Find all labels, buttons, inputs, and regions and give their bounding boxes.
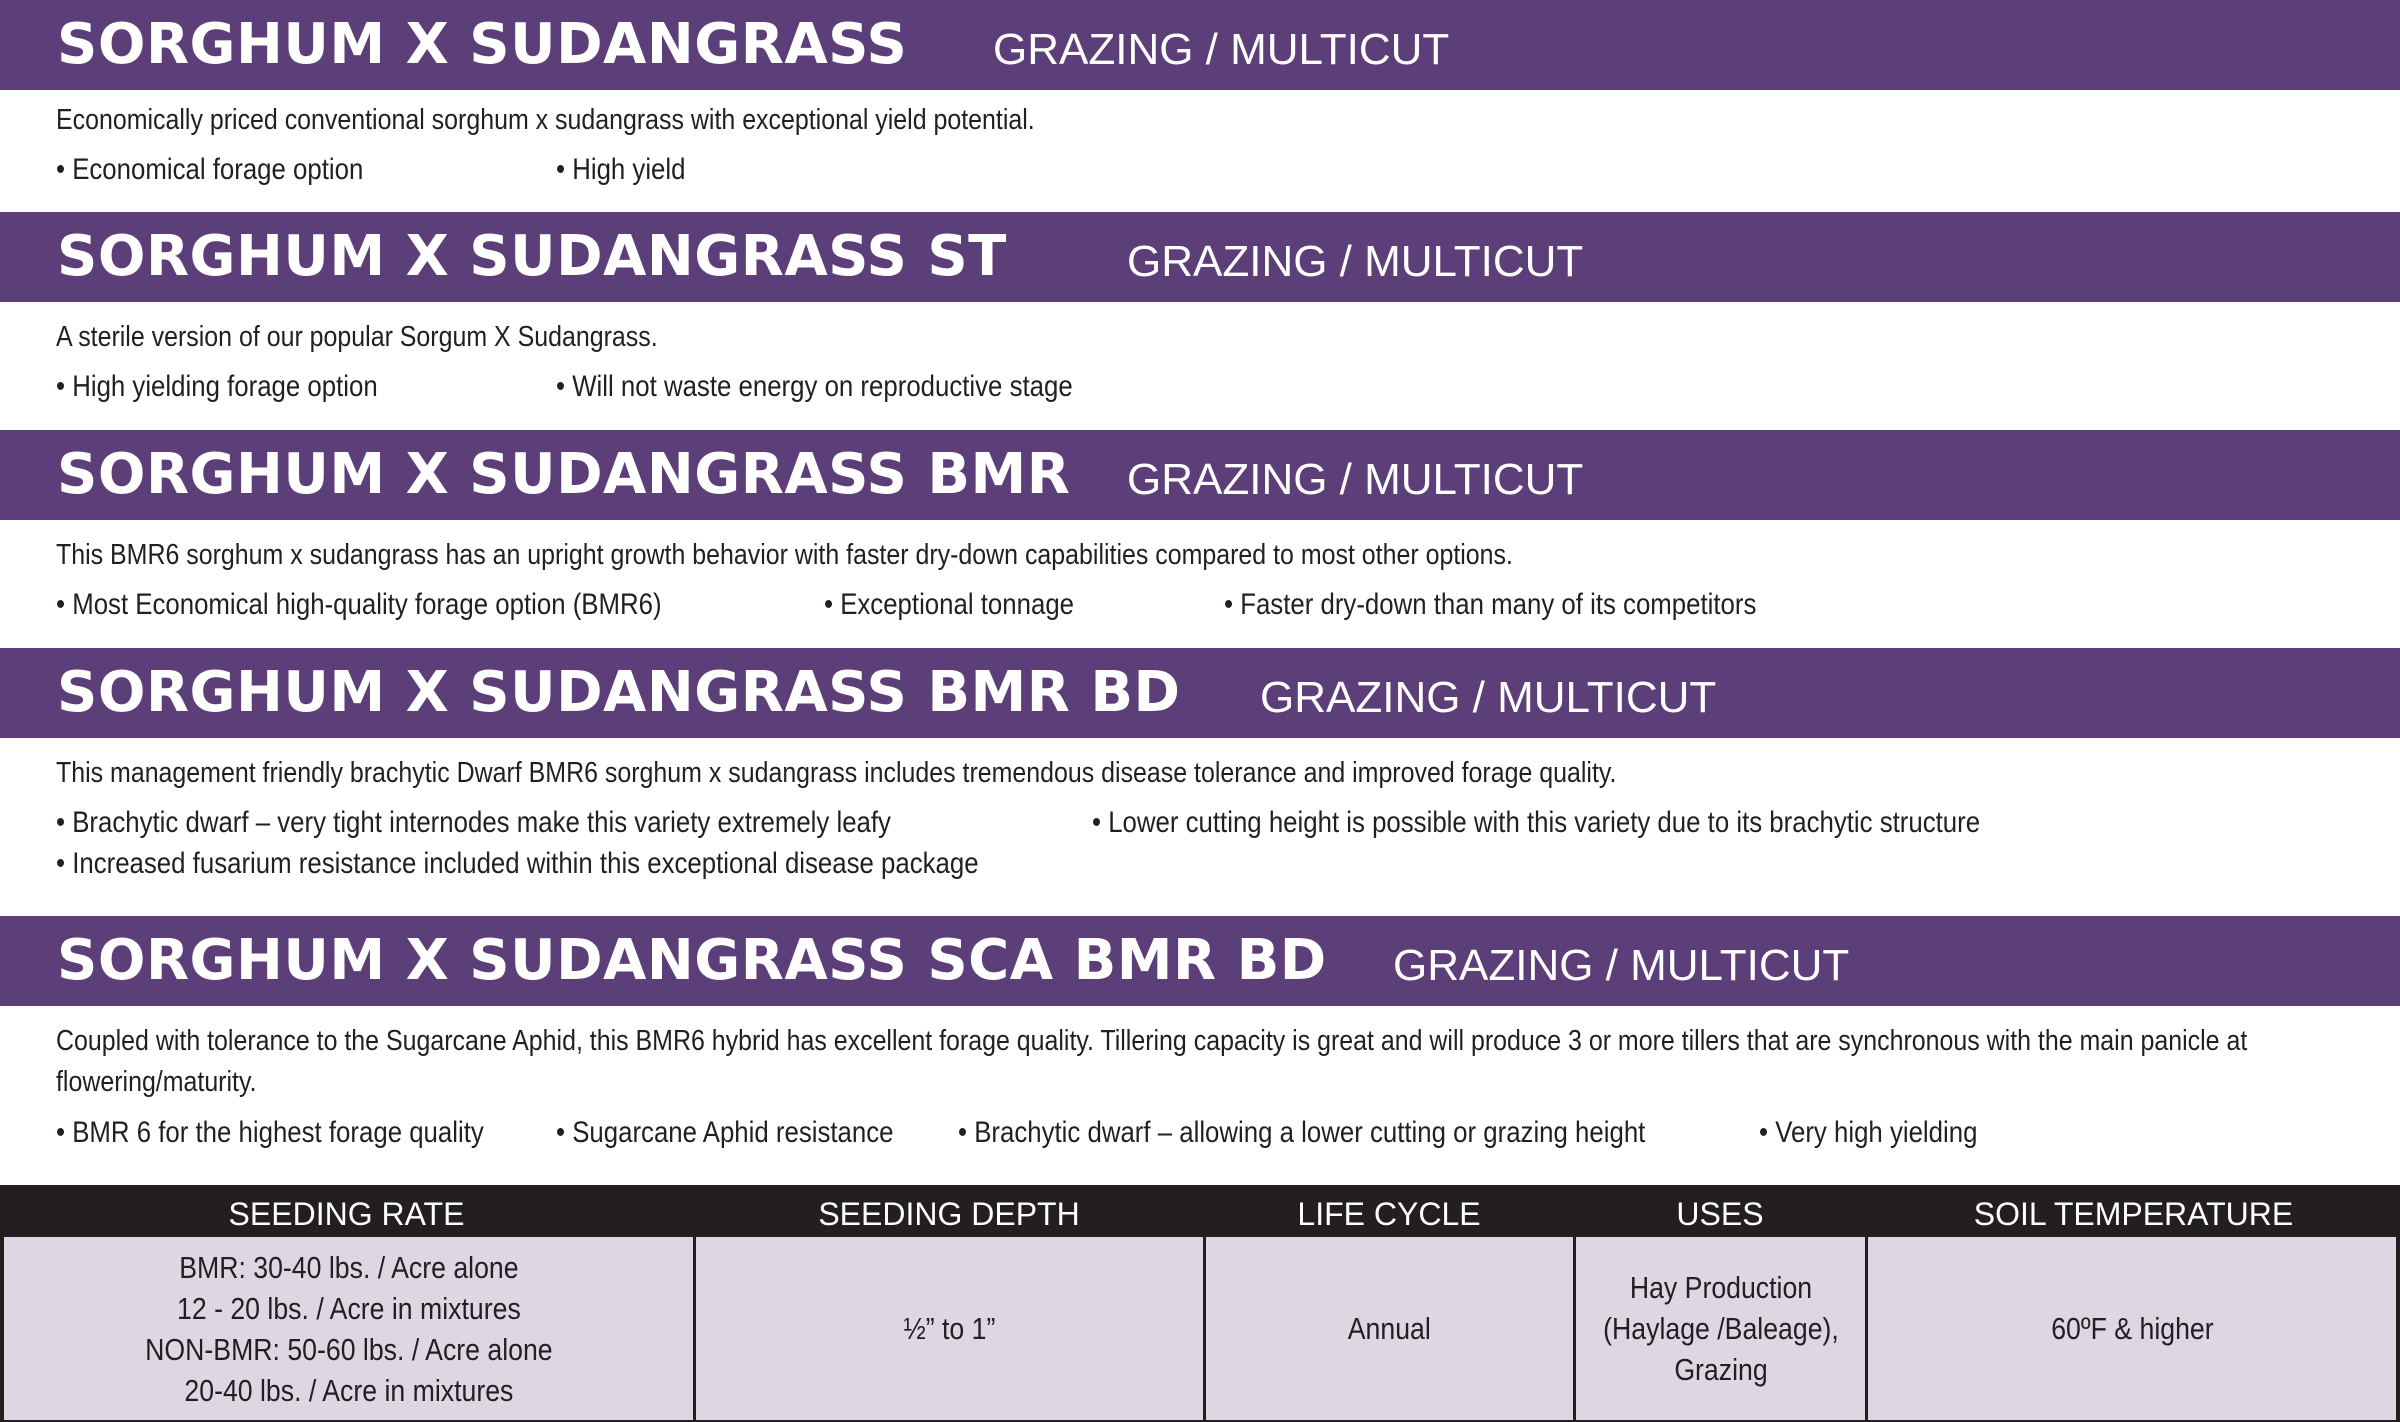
table-cell-life-cycle xyxy=(1206,1237,1573,1420)
seeding-rate-line: 12 - 20 lbs. / Acre in mixtures xyxy=(176,1290,521,1326)
product-bullet: • Brachytic dwarf – very tight internodes make this variety extremely leafy xyxy=(56,806,891,839)
product-name: SORGHUM X SUDANGRASS SCA BMR BD xyxy=(57,928,1327,993)
product-section xyxy=(0,430,2400,648)
product-bullet: • Will not waste energy on reproductive stage xyxy=(556,370,1073,403)
table-header-life-cycle: LIFE CYCLE xyxy=(1297,1196,1481,1232)
product-category: GRAZING / MULTICUT xyxy=(1393,941,1850,990)
table-header-uses: USES xyxy=(1676,1196,1764,1232)
uses-value xyxy=(1603,1267,1839,1390)
product-section xyxy=(0,0,2400,212)
product-name: SORGHUM X SUDANGRASS xyxy=(57,12,908,77)
table-cell-seeding-rate xyxy=(4,1237,693,1420)
seeding-depth-value: ½” to 1” xyxy=(903,1311,996,1346)
product-bullet: • Economical forage option xyxy=(56,153,364,186)
table-cell-uses xyxy=(1576,1237,1865,1420)
product-description: A sterile version of our popular Sorgum X Sudangrass. xyxy=(56,321,658,353)
product-bullet: • Most Economical high-quality forage option (BMR6) xyxy=(56,588,662,621)
soil-temperature-value: 60ºF & higher xyxy=(2050,1311,2214,1346)
table-cell-seeding-depth xyxy=(696,1237,1203,1420)
uses-line: Grazing xyxy=(1673,1352,1768,1387)
product-header-band xyxy=(0,212,2400,302)
product-bullet: • Faster dry-down than many of its competitors xyxy=(1224,588,1757,621)
uses-line: Hay Production xyxy=(1629,1270,1812,1305)
product-section xyxy=(0,212,2400,430)
product-description: Coupled with tolerance to the Sugarcane Aphid, this BMR6 hybrid has excellent forage quality. Tillering capacity is great and will produce 3 or more tillers that are synchronous with the main panicle at flowering/maturity. xyxy=(56,1025,2248,1098)
product-header-band xyxy=(0,916,2400,1006)
product-content xyxy=(6,90,2394,212)
product-name: SORGHUM X SUDANGRASS ST xyxy=(57,224,1007,289)
product-bullet: • High yielding forage option xyxy=(56,370,378,403)
product-section xyxy=(0,648,2400,916)
table-header-seeding-rate: SEEDING RATE xyxy=(228,1196,465,1232)
seeding-rate-line: NON-BMR: 50-60 lbs. / Acre alone xyxy=(144,1331,553,1367)
seeding-rate-line: 20-40 lbs. / Acre in mixtures xyxy=(184,1372,513,1408)
product-bullet: • Sugarcane Aphid resistance xyxy=(556,1116,894,1149)
table-cell-soil-temperature xyxy=(1868,1237,2396,1420)
product-description: Economically priced conventional sorghum x sudangrass with exceptional yield potential. xyxy=(56,104,1035,136)
product-bullet: • Exceptional tonnage xyxy=(824,588,1075,621)
product-category: GRAZING / MULTICUT xyxy=(1127,237,1584,286)
product-name: SORGHUM X SUDANGRASS BMR xyxy=(57,442,1071,507)
product-bullet: • High yield xyxy=(556,153,686,186)
product-category: GRAZING / MULTICUT xyxy=(993,25,1450,74)
product-category: GRAZING / MULTICUT xyxy=(1260,673,1717,722)
product-name: SORGHUM X SUDANGRASS BMR BD xyxy=(57,660,1181,725)
product-content xyxy=(6,302,2394,430)
product-bullet: • Increased fusarium resistance included within this exceptional disease package xyxy=(56,847,979,880)
specs-table xyxy=(0,1185,2400,1422)
product-bullet: • Very high yielding xyxy=(1759,1116,1978,1149)
product-content xyxy=(6,520,2394,648)
product-category: GRAZING / MULTICUT xyxy=(1127,455,1584,504)
product-header-band xyxy=(0,648,2400,738)
uses-line: (Haylage /Baleage), xyxy=(1602,1311,1839,1346)
product-content xyxy=(6,738,2394,916)
product-header-band xyxy=(0,430,2400,520)
table-header-seeding-depth: SEEDING DEPTH xyxy=(818,1196,1080,1232)
product-description: This management friendly brachytic Dwarf BMR6 sorghum x sudangrass includes tremendous disease tolerance and improved forage quality. xyxy=(56,757,1617,789)
product-bullet: • Lower cutting height is possible with this variety due to its brachytic structure xyxy=(1092,806,1981,839)
table-header-soil-temperature: SOIL TEMPERATURE xyxy=(1973,1196,2294,1232)
seeding-rate-value xyxy=(145,1247,552,1411)
product-bullet: • BMR 6 for the highest forage quality xyxy=(56,1116,484,1149)
life-cycle-value: Annual xyxy=(1347,1311,1432,1346)
product-description: This BMR6 sorghum x sudangrass has an upright growth behavior with faster dry-down capabilities compared to most other options. xyxy=(56,539,1513,571)
product-content xyxy=(6,1006,2394,1185)
product-header-band xyxy=(0,0,2400,90)
product-section xyxy=(0,916,2400,1185)
product-bullet: • Brachytic dwarf – allowing a lower cutting or grazing height xyxy=(958,1116,1646,1149)
seeding-rate-line: BMR: 30-40 lbs. / Acre alone xyxy=(178,1249,519,1285)
